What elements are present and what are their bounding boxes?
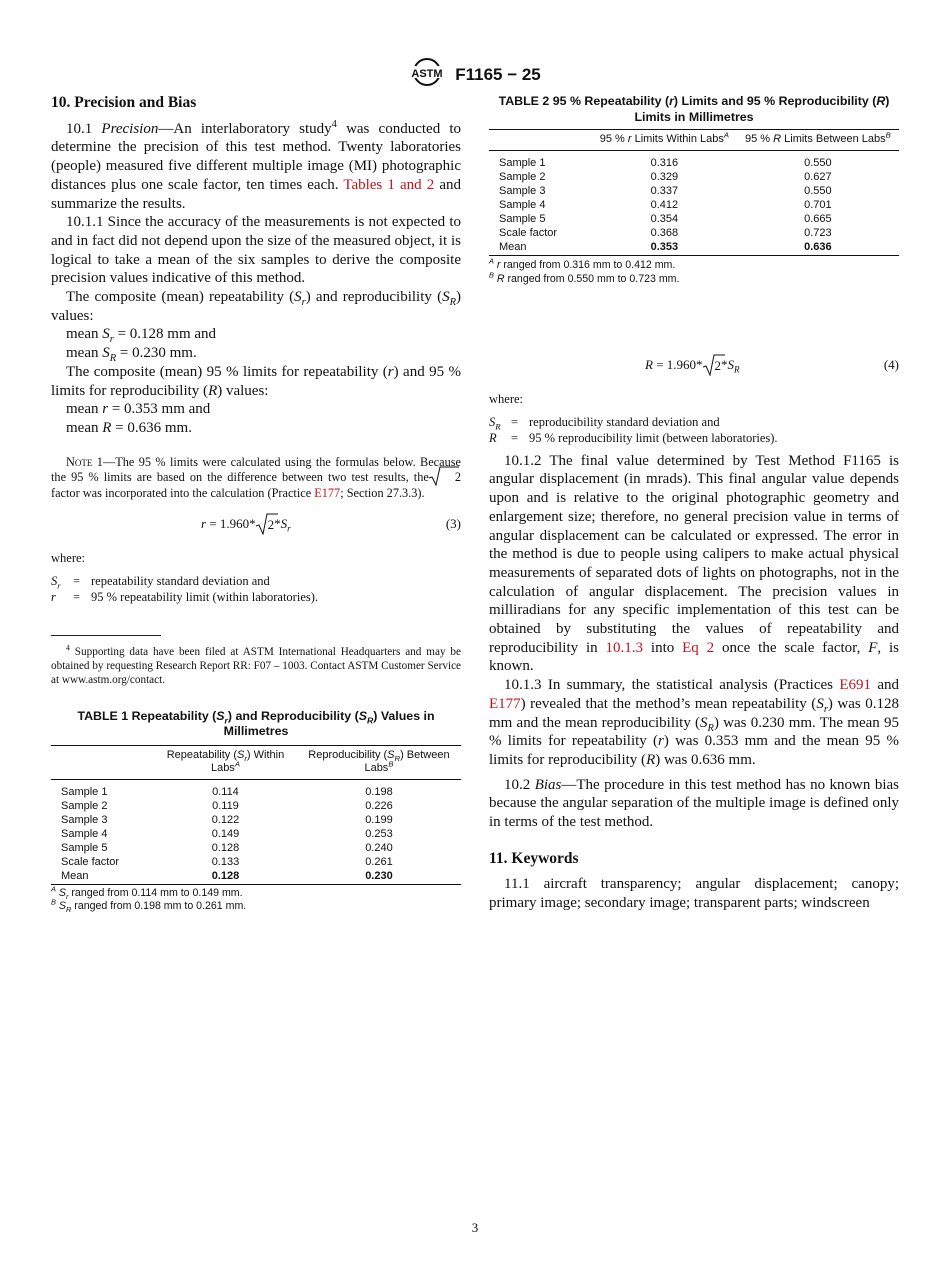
table-2-caption: TABLE 2 95 % Repeatability (r) Limits and 95 % Reproducibility (R) Limits in Millimetres xyxy=(498,94,890,124)
definition-row: R = 95 % reproducibility limit (between laboratories). xyxy=(489,430,778,445)
astm-logo-icon xyxy=(409,57,445,92)
footnote-rule xyxy=(51,635,161,636)
section-11-heading: 11. Keywords xyxy=(489,849,579,867)
table-row xyxy=(51,813,461,827)
composite-values-intro: The composite (mean) repeatability $(S_r)$ and reproducibility $(S_R)$ values: xyxy=(51,289,461,324)
e177-link[interactable]: E177 xyxy=(489,695,521,712)
right-column xyxy=(489,94,899,913)
definition-row: r = 95 % repeatability limit (within laboratories). xyxy=(51,589,319,604)
table-cell: 0.316 xyxy=(650,157,679,169)
equation-3: r = 1.960* $2*S_r$ (3) xyxy=(201,515,461,534)
page-header xyxy=(0,57,950,92)
table-2-footnote-b: $^B$ R ranged from 0.550 mm to 0.723 mm. xyxy=(489,269,680,285)
table-cell: 0.114 xyxy=(212,785,239,798)
e691-link[interactable]: E691 xyxy=(839,677,871,694)
where-label-1: where: xyxy=(51,550,86,565)
table-row xyxy=(51,827,461,841)
table-cell: 0.149 xyxy=(211,827,240,840)
table-cell: 0.723 xyxy=(804,227,832,239)
equation-3-number: (3) xyxy=(445,515,461,531)
paragraph-10-1-3: 10.1.3 In summary, the statistical analysis (Practices E691 and E177) revealed that the method’s mean repeatability $(S_r)$ was 0.128 mm and the mean reproducibility $(S_R)$ was 0.230 mm. The mean 95 % limits for repeatability (r) was 0.353 mm and the mean 95 % limits for reproducibility (R) was 0.636 mm. xyxy=(489,677,900,768)
table-row xyxy=(489,184,899,198)
table-cell: 0.128 xyxy=(211,841,240,854)
tables-1-2-link[interactable]: Tables 1 and 2 xyxy=(343,176,435,193)
left-column xyxy=(51,94,461,914)
table-cell: 0.253 xyxy=(365,827,393,840)
equation-4-number: (4) xyxy=(883,357,899,372)
table-cell: 0.128 xyxy=(211,869,240,882)
row-label: Sample 2 xyxy=(499,171,546,183)
paragraph-11-1: 11.1 aircraft transparency; angular displacement; canopy; primary image; secondary image; transparent parts; windscreen xyxy=(489,876,899,912)
table-cell: 0.119 xyxy=(212,799,239,812)
where-label-2: where: xyxy=(489,392,524,406)
table-1-footnote-b: $^B$ $S_R$ ranged from 0.198 mm to 0.261 mm. xyxy=(51,897,247,915)
document-id: F1165 − 25 xyxy=(455,64,541,84)
note-1: Note 1—The 95 % limits were calculated using the formulas below. Because the 95 % limits are based on the difference between two test results, the 2 factor was incorporated into the calculation (Practice E177; Section 27.3.3). xyxy=(51,454,461,500)
definitions-2 xyxy=(489,414,899,446)
table-cell: 0.412 xyxy=(650,199,679,211)
table-cell: 0.133 xyxy=(211,855,240,868)
table-cell: 0.636 xyxy=(804,241,832,253)
table-cell: 0.261 xyxy=(365,855,393,868)
paragraph-10-2: 10.2 Bias—The procedure in this test method has no known bias because the angular separation of the multiple image is defined only in terms of the test method. xyxy=(489,776,900,831)
table-row xyxy=(51,841,461,855)
mean-sR-value: mean $S_R = 0.230$ mm. xyxy=(66,345,197,365)
table-cell: 0.226 xyxy=(365,799,393,812)
row-label: Scale factor xyxy=(61,855,120,868)
row-label: Sample 4 xyxy=(61,827,108,840)
table-cell: 0.701 xyxy=(804,199,832,211)
definition-row: $S_R$ = reproducibility standard deviation and xyxy=(489,414,720,432)
sqrt-icon: 2 xyxy=(703,358,722,374)
mean-sr-value: mean $S_r = 0.128$ mm and xyxy=(66,326,217,346)
table-1-footnote-a: $^A$ $S_r$ ranged from 0.114 mm to 0.149 mm. xyxy=(51,884,243,901)
table-row xyxy=(489,212,899,226)
table-cell: 0.122 xyxy=(211,813,240,826)
table-1-grid xyxy=(51,745,461,885)
table-1-col-reproducibility: Reproducibility $(S_R)$ Between Labs$^B$ xyxy=(308,748,450,774)
table-2-col-reproducibility: 95 % R Limits Between Labs$^B$ xyxy=(744,130,891,145)
definitions-1 xyxy=(51,573,461,605)
table-2-footnote-a: $^A$ r ranged from 0.316 mm to 0.412 mm. xyxy=(489,256,676,271)
row-label: Sample 3 xyxy=(61,813,108,826)
table-row xyxy=(51,799,461,813)
sqrt-icon: 2 xyxy=(429,470,461,485)
footnote-ref-4: 4 xyxy=(331,118,337,130)
table-cell: 0.240 xyxy=(365,841,393,854)
table-row xyxy=(489,240,899,256)
table-1-col-repeatability: Repeatability $(S_r)$ Within Labs$^A$ xyxy=(166,748,285,774)
table-cell: 0.550 xyxy=(804,157,832,169)
page-number: 3 xyxy=(471,1220,479,1235)
row-label: Sample 1 xyxy=(499,157,546,169)
table-cell: 0.354 xyxy=(650,213,679,225)
sqrt-icon: 2 xyxy=(256,517,275,533)
row-label: Mean xyxy=(61,869,89,882)
row-label: Sample 4 xyxy=(499,199,546,211)
table-cell: 0.199 xyxy=(365,813,393,826)
table-cell: 0.230 xyxy=(365,869,393,882)
row-label: Sample 5 xyxy=(499,213,546,225)
table-row xyxy=(51,855,461,869)
table-2-grid xyxy=(489,129,899,256)
paragraph-10-1-1: 10.1.1 Since the accuracy of the measurements is not expected to and in fact did not depend upon the size of the measured object, it is logical to take a mean of the six samples to derive the composite precision values indicative of this method. xyxy=(51,214,461,287)
table-1-caption: TABLE 1 Repeatability $(S_r)$ and Reproducibility $(S_R)$ Values in Millimetres xyxy=(77,708,435,739)
table-row xyxy=(51,779,461,799)
row-label: Sample 2 xyxy=(61,799,108,812)
table-row xyxy=(489,198,899,212)
row-label: Sample 3 xyxy=(499,185,546,197)
table-row xyxy=(51,869,461,885)
table-2-col-repeatability: 95 % r Limits Within Labs$^A$ xyxy=(599,130,730,145)
section-10-heading: 10. Precision and Bias xyxy=(51,94,197,111)
table-row xyxy=(489,151,899,171)
svg-text:ASTM: ASTM xyxy=(411,68,443,80)
mean-R-value: mean R = 0.636 mm. xyxy=(66,419,192,436)
table-2 xyxy=(489,94,899,286)
table-row xyxy=(489,170,899,184)
table-1 xyxy=(51,709,461,914)
table-cell: 0.550 xyxy=(804,185,832,197)
table-cell: 0.337 xyxy=(650,185,679,197)
mean-r-value: mean r = 0.353 mm and xyxy=(66,401,211,418)
paragraph-10-1-2: 10.1.2 The final value determined by Test Method F1165 is angular displacement (in mrads). This final angular value depends upon and is relative to the original photographic geometry and enlargement size; therefore, no general precision value in terms of angular displacement can be calculated or expressed. The error in the method is due to people using calipers to make actual physical measurements of separated dots of lights on photographs, not in the calculation of angular displacement. The precision values in milliradians for any specific implementation of this test can be obtained by substituting the values of repeatability and reproducibility in 10.1.3 into Eq 2 once the scale factor, F, is known. xyxy=(489,452,899,675)
row-label: Sample 1 xyxy=(61,785,108,798)
table-cell: 0.368 xyxy=(650,227,679,239)
e177-link[interactable]: E177 xyxy=(314,485,341,500)
definition-row: $S_r$ = repeatability standard deviation and xyxy=(51,573,270,591)
footnote-4: $^4$ Supporting data have been filed at ASTM International Headquarters and may be obtained by requesting Research Report RR: F07 – 1003. Contact ASTM Customer Service at www.astm.org/contact. xyxy=(51,642,461,686)
row-label: Mean xyxy=(499,241,527,253)
table-row xyxy=(489,226,899,240)
paragraph-10-1: 10.1 Precision—An interlaboratory study$^4$ was conducted to determine the precision of this test method. Twenty laboratories (people) measured five different multiple image (MI) photographic distances plus one scale factor, ten times each. Tables 1 and 2 and summarize the results. xyxy=(51,118,462,212)
row-label: Scale factor xyxy=(499,227,558,239)
composite-limits-intro: The composite (mean) 95 % limits for repeatability (r) and 95 % limits for reproducibility (R) values: xyxy=(51,363,461,399)
table-cell: 0.627 xyxy=(804,171,832,183)
section-10-1-3-link[interactable]: 10.1.3 xyxy=(605,639,644,656)
table-cell: 0.329 xyxy=(650,171,679,183)
table-cell: 0.198 xyxy=(365,785,393,798)
equation-4: R = 1.960* $2*S_R$ (4) xyxy=(645,357,899,375)
table-cell: 0.665 xyxy=(804,213,832,225)
row-label: Sample 5 xyxy=(61,841,108,854)
eq-2-link[interactable]: Eq 2 xyxy=(682,639,715,656)
table-cell: 0.353 xyxy=(650,241,679,253)
